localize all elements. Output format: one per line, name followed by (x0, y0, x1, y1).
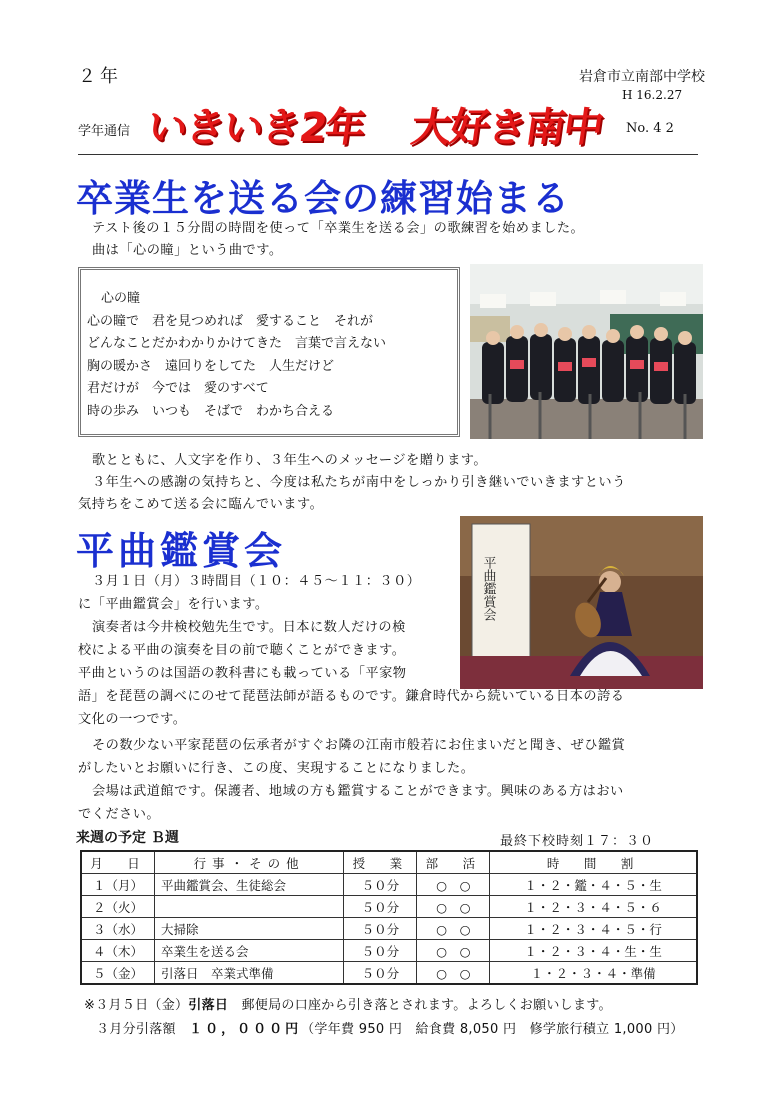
header-timetable: 時 間 割 (490, 851, 697, 874)
article2-line-6: 語」を琵琶の調べにのせて琵琶法師が語るものです。鎌倉時代から続いている日本の誇る (78, 689, 625, 704)
article1-body-1: 歌とともに、人文字を作り、３年生へのメッセージを贈ります。 (92, 453, 488, 468)
row-class: ５０分 (344, 918, 417, 940)
row-date: １（月） (81, 874, 155, 896)
row-date: ３（水） (81, 918, 155, 940)
article2-line-1: ３月１日（月）３時間目（１０：４５～１１：３０） (92, 574, 421, 589)
masthead-right: 大好き南中 (408, 105, 605, 151)
masthead-left: いきいき2年 (144, 105, 367, 151)
row-club: ○ ○ (417, 940, 490, 962)
row-class: ５０分 (344, 962, 417, 985)
row-event: 大掃除 (155, 918, 344, 940)
row-club: ○ ○ (417, 874, 490, 896)
article2-title: 平曲鑑賞会 (76, 529, 287, 573)
banner-text: 平曲鑑賞会 (480, 556, 496, 621)
article1-intro-1: テスト後の１５分間の時間を使って「卒業生を送る会」の歌練習を始めました。 (92, 221, 585, 236)
article1-title: 卒業生を送る会の練習始まる (76, 177, 570, 220)
row-date: ４（木） (81, 940, 155, 962)
article2-line-7: 文化の一つです。 (78, 712, 187, 727)
lyrics-title: 心の瞳 (101, 291, 141, 306)
row-date: ２（火） (81, 896, 155, 918)
payment-note-bold: 引落日 (188, 998, 229, 1013)
payment-amount-value: １０，０００円 (189, 1022, 302, 1037)
newsletter-label: 学年通信 (78, 124, 131, 139)
lyrics-line: 君だけが 今では 愛のすべて (87, 381, 269, 396)
row-event: 卒業生を送る会 (155, 940, 344, 962)
payment-amount (96, 1018, 684, 1037)
article2-line-4: 校による平曲の演奏を目の前で聴くことができます。 (78, 643, 406, 658)
header-date: 月 日 (81, 851, 155, 874)
article2-line-10: 会場は武道館です。保護者、地域の方も鑑賞することができます。興味のある方はおい (92, 784, 624, 799)
row-timetable: １・２・３・４・５・行 (490, 918, 697, 940)
payment-amount-prefix: ３月分引落額 (96, 1022, 190, 1037)
article2-line-5: 平曲というのは国語の教科書にも載っている「平家物 (78, 666, 407, 681)
row-timetable: １・２・鑑・４・５・生 (490, 874, 697, 896)
row-class: ５０分 (344, 940, 417, 962)
article1-body-3: 気持ちをこめて送る会に臨んでいます。 (78, 497, 324, 512)
header-class: 授 業 (344, 851, 417, 874)
article2-line-9: がしたいとお願いに行き、この度、実現することになりました。 (78, 761, 475, 776)
row-timetable: １・２・３・４・準備 (490, 962, 697, 985)
biwa-performer-photo (460, 516, 703, 689)
row-event: 平曲鑑賞会、生徒総会 (155, 874, 344, 896)
header-club: 部 活 (417, 851, 490, 874)
choir-practice-photo (470, 264, 703, 439)
row-class: ５０分 (344, 874, 417, 896)
row-club: ○ ○ (417, 896, 490, 918)
article2-line-2: に「平曲鑑賞会」を行います。 (78, 597, 269, 612)
table-row (81, 918, 697, 940)
school-name: 岩倉市立南部中学校 (579, 69, 705, 85)
article2-line-8: その数少ない平家琵琶の伝承者がすぐお隣の江南市般若にお住まいだと聞き、ぜひ鑑賞 (92, 738, 626, 753)
lyrics-line: 心の瞳で 君を見つめれば 愛すること それが (87, 313, 374, 329)
grade-label: ２年 (78, 66, 122, 87)
row-event: 引落日 卒業式準備 (155, 962, 344, 985)
row-timetable: １・２・３・４・生・生 (490, 940, 697, 962)
lyrics-line: どんなことだかわかりかけてきた 言葉で言えない (87, 336, 387, 351)
table-row (81, 962, 697, 985)
lyrics-box (78, 267, 460, 437)
payment-note-suffix: 郵便局の口座から引き落とされます。よろしくお願いします。 (228, 998, 612, 1013)
article2-line-11: でください。 (78, 807, 161, 822)
payment-amount-breakdown: （学年費 950 円 給食費 8,050 円 修学旅行積立 1,000 円） (301, 1022, 684, 1037)
final-dismissal-time: 最終下校時刻１７：３０ (500, 834, 655, 849)
row-club: ○ ○ (417, 962, 490, 985)
table-row (81, 874, 697, 896)
table-row (81, 940, 697, 962)
row-date: ５（金） (81, 962, 155, 985)
article2-line-3: 演奏者は今井検校勉先生です。日本に数人だけの検 (92, 620, 406, 635)
weekly-schedule-table (80, 850, 698, 985)
table-row (81, 896, 697, 918)
row-event (155, 896, 344, 918)
payment-note (84, 994, 612, 1013)
table-header-row (81, 851, 697, 874)
article1-intro-2: 曲は「心の瞳」という曲です。 (92, 243, 283, 258)
row-class: ５０分 (344, 896, 417, 918)
header-event: 行事・その他 (155, 851, 344, 874)
row-club: ○ ○ (417, 918, 490, 940)
payment-note-prefix: ※３月５日（金） (84, 998, 189, 1013)
header-rule (78, 154, 698, 155)
schedule-title: 来週の予定 Ｂ週 (76, 830, 179, 846)
article1-body-2: ３年生への感謝の気持ちと、今度は私たちが南中をしっかり引き継いでいきますという (92, 475, 626, 490)
lyrics-line: 時の歩み いつも そばで わかち合える (87, 403, 335, 419)
issue-date: H 16.2.27 (622, 88, 683, 102)
issue-number: No. 4 2 (626, 121, 674, 136)
lyrics-line: 胸の暖かさ 遠回りをしてた 人生だけど (87, 358, 335, 374)
row-timetable: １・２・３・４・５・６ (490, 896, 697, 918)
